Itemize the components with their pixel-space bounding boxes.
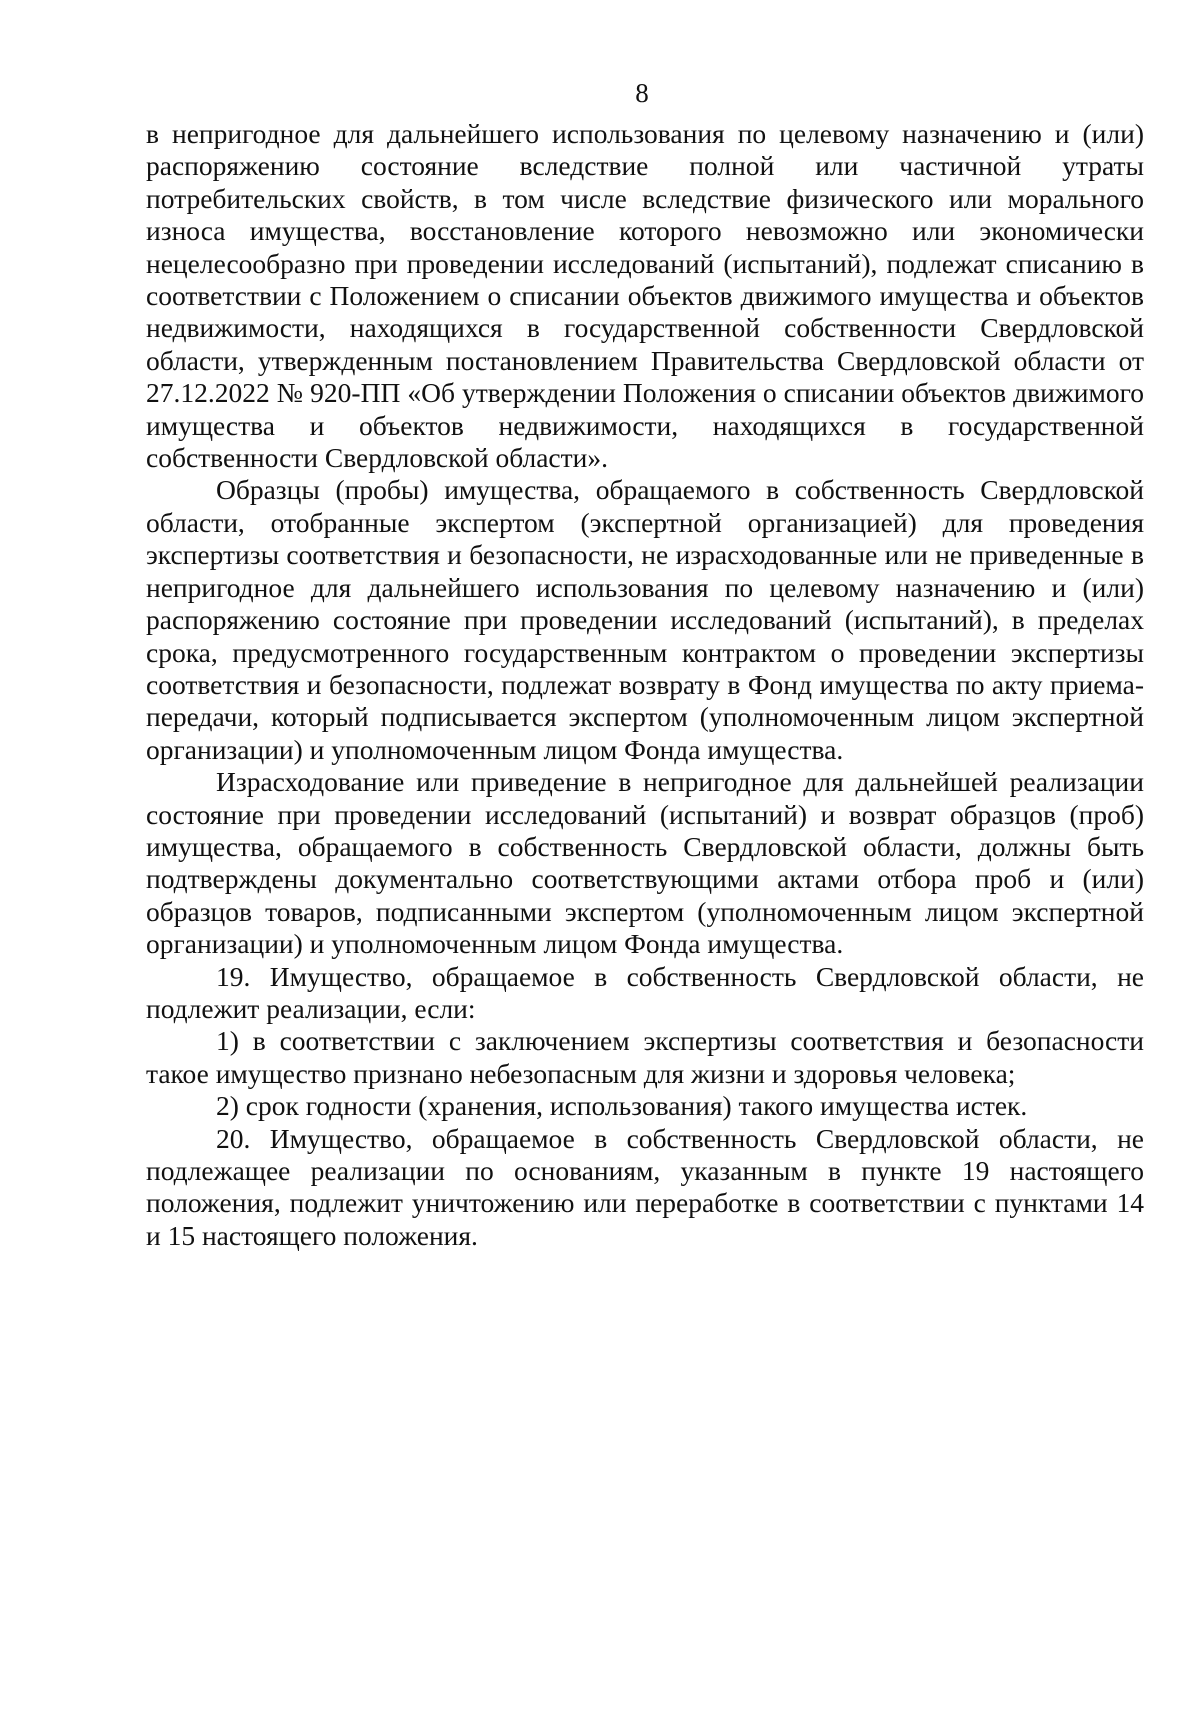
clause-19-item-2: 2) срок годности (хранения, использования) такого имущества истек. xyxy=(216,1090,1028,1122)
paragraph-samples-return: Образцы (пробы) имущества, обращаемого в собственность Свердловской области, отобранные экспертом (экспертной организацией) для проведения экспертизы соответствия и безопасности, не израсходованные или не приведенные в непригодное для дальнейшего использования по целевому назначению и (или) распоряжению состояние при проведении исследований (испытаний), в пределах срока, предусмотренного государственным контрактом о проведении экспертизы соответствия и безопасности, подлежат возврату в Фонд имущества по акту приема-передачи, который подписывается экспертом (уполномоченным лицом экспертной организации) и уполномоченным лицом Фонда имущества. xyxy=(146,474,1144,765)
clause-20: 20. Имущество, обращаемое в собственность Свердловской области, не подлежащее реализации по основаниям, указанным в пункте 19 настоящего положения, подлежит уничтожению или переработке в соответствии с пунктами 14 и 15 настоящего положения. xyxy=(146,1122,1144,1251)
paragraph-samples-consumption: Израсходование или приведение в непригодное для дальнейшей реализации состояние при проведении исследований (испытаний) и возврат образцов (проб) имущества, обращаемого в собственность Свердловской области, должны быть подтверждены документально соответствующими актами отбора проб и (или) образцов товаров, подписанными экспертом (уполномоченным лицом экспертной организации) и уполномоченным лицом Фонда имущества. xyxy=(146,766,1144,960)
document-body xyxy=(146,118,1144,1252)
paragraph-continuation: в непригодное для дальнейшего использования по целевому назначению и (или) распоряжению состояние вследствие полной или частичной утраты потребительских свойств, в том числе вследствие физического или морального износа имущества, восстановление которого невозможно или экономически нецелесообразно при проведении исследований (испытаний), подлежат списанию в соответствии с Положением о списании объектов движимого имущества и объектов недвижимости, находящихся в государственной собственности Свердловской области, утвержденным постановлением Правительства Свердловской области от 27.12.2022 № 920-ПП «Об утверждении Положения о списании объектов движимого имущества и объектов недвижимости, находящихся в государственной собственности Свердловской области». xyxy=(146,118,1144,474)
clause-19-item-1: 1) в соответствии с заключением экспертизы соответствия и безопасности такое имущество признано небезопасным для жизни и здоровья человека; xyxy=(146,1025,1144,1089)
page-number: 8 xyxy=(635,78,649,108)
clause-19: 19. Имущество, обращаемое в собственность Свердловской области, не подлежит реализации, если: xyxy=(146,960,1144,1024)
